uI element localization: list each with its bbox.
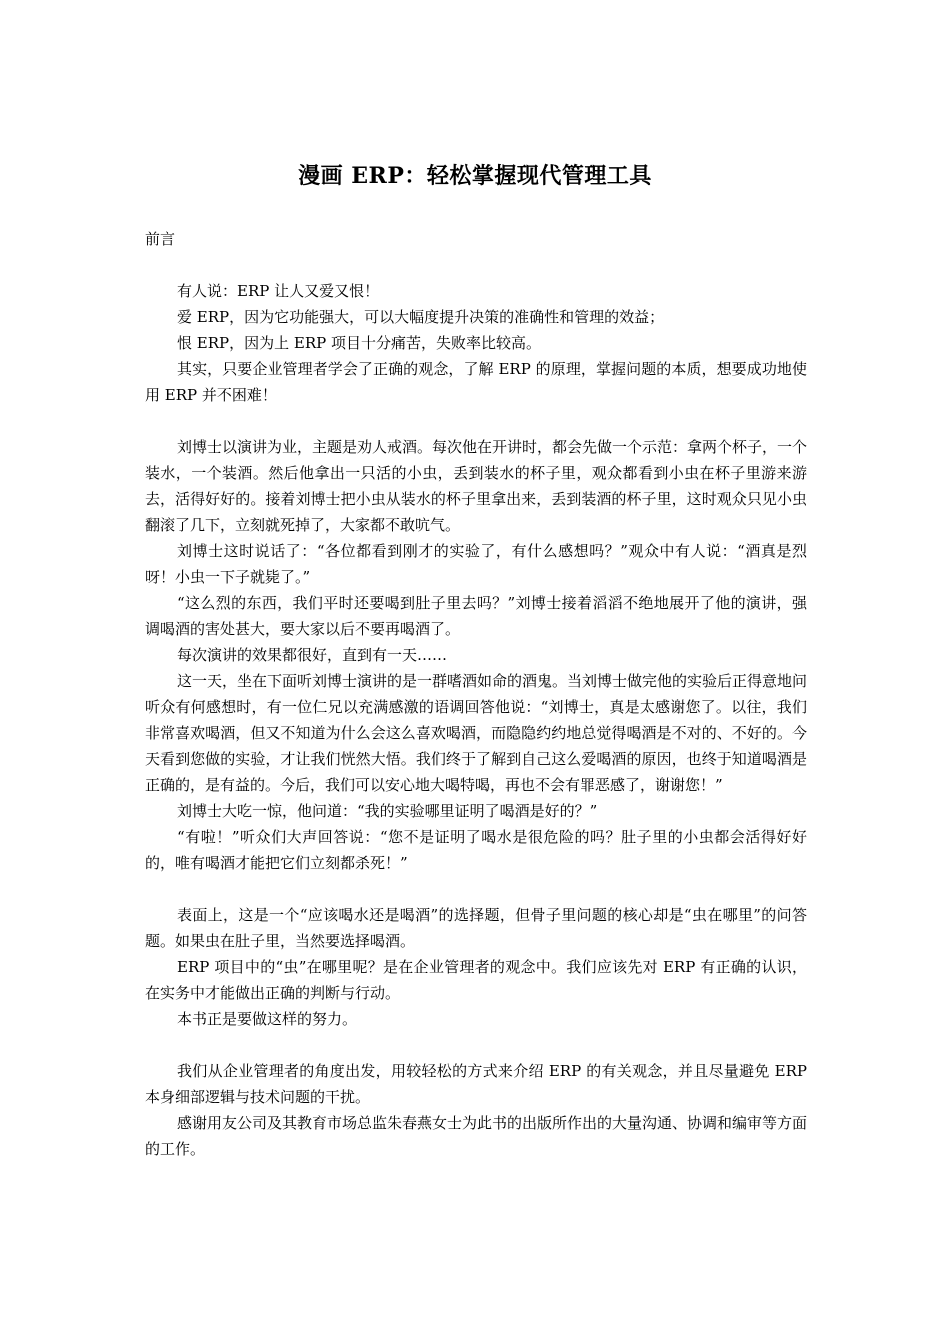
paragraph: 每次演讲的效果都很好，直到有一天…… — [177, 646, 448, 664]
paragraph: 刘博士这时说话了：“各位都看到刚才的实验了，有什么感想吗？”观众中有人说：“酒真是烈呀！小虫一下子就毙了。” — [145, 542, 807, 586]
paragraph: 爱 ERP，因为它功能强大，可以大幅度提升决策的准确性和管理的效益； — [177, 308, 665, 326]
paragraph: 本书正是要做这样的努力。 — [177, 1010, 358, 1028]
paragraph: ERP 项目中的“虫”在哪里呢？是在企业管理者的观念中。我们应该先对 ERP 有正确的认识，在实务中才能做出正确的判断与行动。 — [145, 958, 807, 1002]
paragraph: 表面上，这是一个“应该喝水还是喝酒”的选择题，但骨子里问题的核心却是“虫在哪里”的问答题。如果虫在肚子里，当然要选择喝酒。 — [145, 906, 807, 950]
paragraph: 刘博士以演讲为业，主题是劝人戒酒。每次他在开讲时，都会先做一个示范：拿两个杯子，一个装水，一个装酒。然后他拿出一只活的小虫，丢到装水的杯子里，观众都看到小虫在杯子里游来游去，活得好好的。接着刘博士把小虫从装水的杯子里拿出来，丢到装酒的杯子里，这时观众只见小虫翻滚了几下，立刻就死掉了，大家都不敢吭气。 — [145, 438, 808, 534]
preface-label: 前言 — [145, 230, 176, 248]
document-body — [145, 226, 807, 1162]
paragraph: 恨 ERP，因为上 ERP 项目十分痛苦，失败率比较高。 — [177, 334, 541, 352]
paragraph: 有人说：ERP 让人又爱又恨！ — [177, 282, 380, 300]
paragraph: “这么烈的东西，我们平时还要喝到肚子里去吗？”刘博士接着滔滔不绝地展开了他的演讲，强调喝酒的害处甚大，要大家以后不要再喝酒了。 — [145, 594, 807, 638]
paragraph: 刘博士大吃一惊，他问道：“我的实验哪里证明了喝酒是好的？” — [177, 802, 598, 820]
paragraph: 这一天，坐在下面听刘博士演讲的是一群嗜酒如命的酒鬼。当刘博士做完他的实验后正得意地问听众有何感想时，有一位仁兄以充满感激的语调回答他说：“刘博士，真是太感谢您了。以往，我们非常喜欢喝酒，但又不知道为什么会这么喜欢喝酒，而隐隐约约地总觉得喝酒是不对的、不好的。今天看到您做的实验，才让我们恍然大悟。我们终于了解到自己这么爱喝酒的原因，也终于知道喝酒是正确的，是有益的。今后，我们可以安心地大喝特喝，再也不会有罪恶感了，谢谢您！” — [145, 672, 808, 794]
paragraph: 其实，只要企业管理者学会了正确的观念，了解 ERP 的原理，掌握问题的本质，想要成功地使用 ERP 并不困难！ — [145, 360, 807, 404]
document-title: 漫画 ERP：轻松掌握现代管理工具 — [298, 163, 652, 189]
paragraph: “有啦！”听众们大声回答说：“您不是证明了喝水是很危险的吗？肚子里的小虫都会活得好好的，唯有喝酒才能把它们立刻都杀死！” — [145, 828, 807, 872]
paragraph-gap — [145, 876, 807, 902]
paragraph: 感谢用友公司及其教育市场总监朱春燕女士为此书的出版所作出的大量沟通、协调和编审等方面的工作。 — [145, 1114, 808, 1158]
paragraph-gap — [145, 1032, 807, 1058]
paragraph-gap — [145, 408, 807, 434]
paragraph: 我们从企业管理者的角度出发，用较轻松的方式来介绍 ERP 的有关观念，并且尽量避免 ERP 本身细部逻辑与技术问题的干扰。 — [145, 1062, 807, 1106]
